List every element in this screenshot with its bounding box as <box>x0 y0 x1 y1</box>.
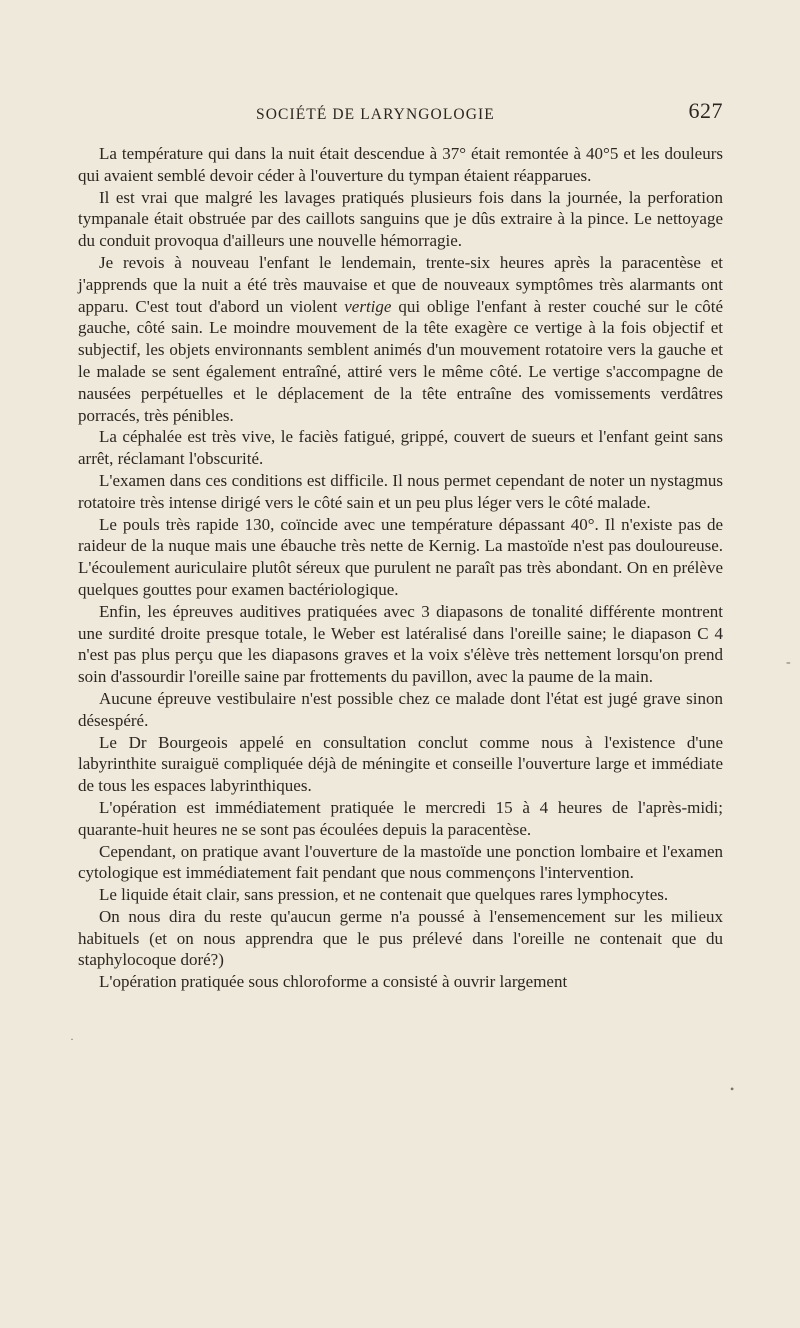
paragraph: L'examen dans ces conditions est difficile. Il nous permet cependant de noter un nystagmus rotatoire très intense dirigé vers le côté sain et un peu plus léger vers le côté malade. <box>78 470 723 512</box>
paragraph-text: Je revois à nouveau l'enfant le lendemain, trente-six heures après la paracentèse et j'apprends que la nuit a été très mauvaise et que de nouveaux symptômes très alarmants ont apparu. C'est tout d'abord un violent <box>78 252 723 316</box>
paragraph: Aucune épreuve vestibulaire n'est possible chez ce malade dont l'état est jugé grave sinon désespéré. <box>78 688 723 730</box>
margin-speck: · <box>70 1032 74 1046</box>
page-number: 627 <box>688 98 723 123</box>
paragraph <box>78 252 723 426</box>
margin-speck: • <box>730 1082 735 1096</box>
paragraph-text: qui oblige l'enfant à rester couché sur le côté gauche, côté sain. Le moindre mouvement de la tête exagère ce vertige à la fois objectif et subjectif, les objets environnants semblent animés d'un mouvement rotatoire vers la gauche et le malade se sent également entraîné, attiré vers le même côté. Le vertige s'accompagne de nausées perpétuelles et le déplacement de la tête entraîne des vomissements verdâtres porracés, très pénibles. <box>78 296 724 425</box>
running-head: SOCIÉTÉ DE LARYNGOLOGIE <box>256 106 495 123</box>
paragraph: Le liquide était clair, sans pression, et ne contenait que quelques rares lymphocytes. <box>99 885 669 905</box>
body-text <box>78 143 723 993</box>
paragraph: L'opération pratiquée sous chloroforme a consisté à ouvrir largement <box>99 972 568 992</box>
paragraph: La température qui dans la nuit était descendue à 37° était remontée à 40°5 et les douleurs qui avaient semblé devoir céder à l'ouverture du tympan étaient réapparues. <box>78 144 723 185</box>
italic-term: vertige <box>344 296 392 316</box>
paragraph: Le Dr Bourgeois appelé en consultation conclut comme nous à l'existence d'une labyrinthite suraiguë compliquée déjà de méningite et conseille l'ouverture large et immédiate de tous les espaces labyrinthiques. <box>78 732 723 796</box>
paragraph: Cependant, on pratique avant l'ouverture de la mastoïde une ponction lombaire et l'examen cytologique est immédiatement fait pendant que nous commençons l'intervention. <box>78 841 723 883</box>
paragraph: On nous dira du reste qu'aucun germe n'a poussé à l'ensemencement sur les milieux habituels (et on nous apprendra que le pus prélevé dans l'oreille ne contenait que du staphylocoque doré?) <box>78 906 723 970</box>
paragraph: Le pouls très rapide 130, coïncide avec une température dépassant 40°. Il n'existe pas de raideur de la nuque mais une ébauche très nette de Kernig. La mastoïde n'est pas douloureuse. L'écoulement auriculaire plutôt séreux que purulent ne paraît pas très abondant. On en prélève quelques gouttes pour examen bactériologique. <box>78 514 723 599</box>
paragraph: L'opération est immédiatement pratiquée le mercredi 15 à 4 heures de l'après-midi; quarante-huit heures ne se sont pas écoulées depuis la paracentèse. <box>78 797 723 839</box>
paragraph: Il est vrai que malgré les lavages pratiqués plusieurs fois dans la journée, la perforation tympanale était obstruée par des caillots sanguins que je dûs extraire à la pince. Le nettoyage du conduit provoqua d'ailleurs une nouvelle hémorragie. <box>78 187 723 251</box>
margin-mark: - <box>786 655 791 670</box>
page-header <box>78 98 723 134</box>
paragraph: Enfin, les épreuves auditives pratiquées avec 3 diapasons de tonalité différente montrent une surdité droite presque totale, le Weber est latéralisé dans l'oreille saine; le diapason C 4 n'est pas plus perçu que les diapasons graves et la voix s'élève très nettement lorsqu'on prend soin d'assourdir l'oreille saine par frottements du pavillon, avec la paume de la main. <box>78 601 723 687</box>
paragraph: La céphalée est très vive, le faciès fatigué, grippé, couvert de sueurs et l'enfant geint sans arrêt, réclamant l'obscurité. <box>78 427 723 469</box>
